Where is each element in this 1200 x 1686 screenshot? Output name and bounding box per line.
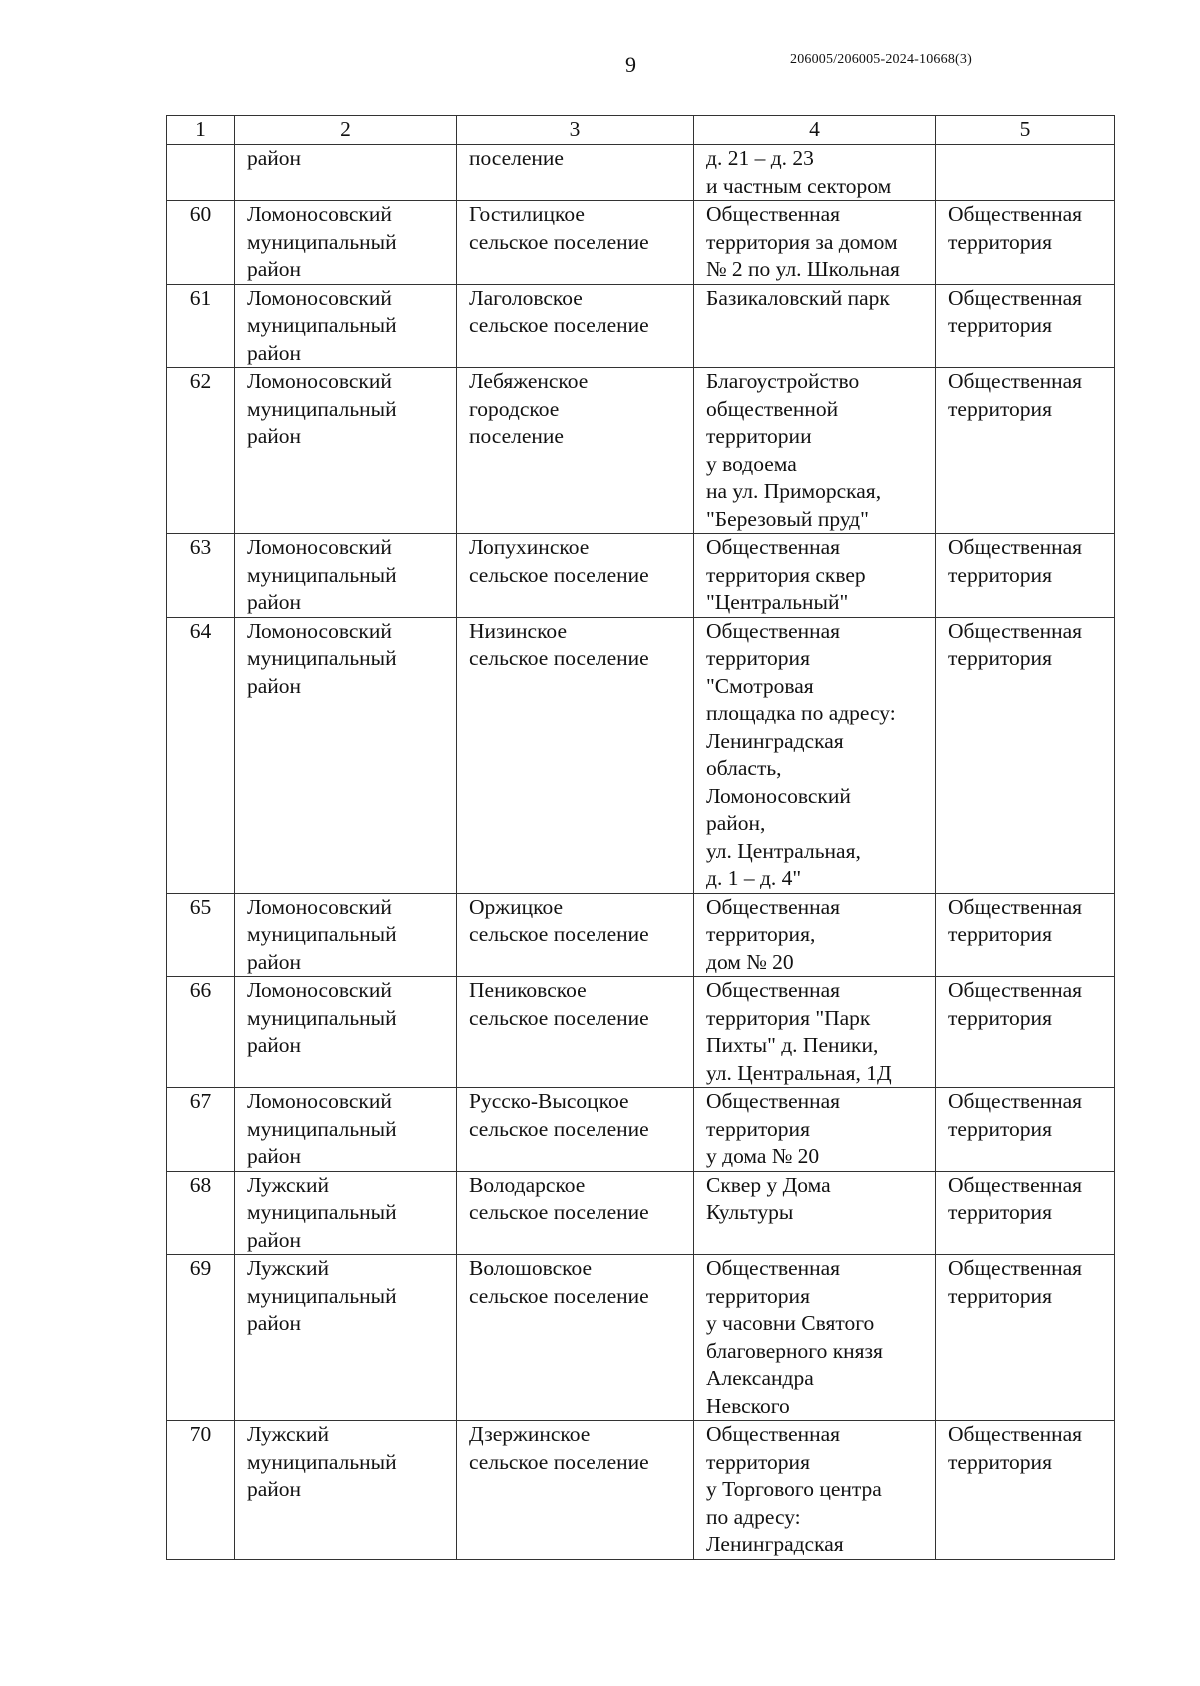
table-row	[167, 145, 1115, 201]
row-number: 64	[167, 617, 235, 893]
object-cell: Общественная территория сквер "Центральный"	[694, 534, 936, 618]
district-cell: Ломоносовский муниципальный район	[235, 368, 457, 534]
settlement-cell: Оржицкое сельское поселение	[457, 893, 694, 977]
district-cell: Лужский муниципальный район	[235, 1421, 457, 1560]
table-row	[167, 534, 1115, 618]
district-cell: Ломоносовский муниципальный район	[235, 201, 457, 285]
row-number: 68	[167, 1171, 235, 1255]
table-row	[167, 977, 1115, 1088]
object-cell: Сквер у Дома Культуры	[694, 1171, 936, 1255]
settlement-cell: Пениковское сельское поселение	[457, 977, 694, 1088]
column-header-1: 1	[167, 116, 235, 145]
district-cell: Ломоносовский муниципальный район	[235, 284, 457, 368]
table-row	[167, 1171, 1115, 1255]
table-row	[167, 201, 1115, 285]
table-row	[167, 284, 1115, 368]
district-cell: Ломоносовский муниципальный район	[235, 977, 457, 1088]
column-header-5: 5	[936, 116, 1115, 145]
row-number	[167, 145, 235, 201]
type-cell: Общественная территория	[936, 1255, 1115, 1421]
column-header-4: 4	[694, 116, 936, 145]
object-cell: Общественная территория, дом № 20	[694, 893, 936, 977]
district-cell: Ломоносовский муниципальный район	[235, 893, 457, 977]
settlement-cell: Низинское сельское поселение	[457, 617, 694, 893]
object-cell: д. 21 – д. 23 и частным сектором	[694, 145, 936, 201]
type-cell: Общественная территория	[936, 893, 1115, 977]
table-row	[167, 368, 1115, 534]
table-header-row	[167, 116, 1115, 145]
type-cell: Общественная территория	[936, 1088, 1115, 1172]
object-cell: Общественная территория "Парк Пихты" д. Пеники, ул. Центральная, 1Д	[694, 977, 936, 1088]
settlement-cell: Лаголовское сельское поселение	[457, 284, 694, 368]
document-id: 206005/206005-2024-10668(3)	[790, 52, 972, 67]
district-cell: Ломоносовский муниципальный район	[235, 617, 457, 893]
table-row	[167, 1255, 1115, 1421]
row-number: 65	[167, 893, 235, 977]
row-number: 67	[167, 1088, 235, 1172]
district-cell: Ломоносовский муниципальный район	[235, 534, 457, 618]
type-cell: Общественная территория	[936, 534, 1115, 618]
row-number: 69	[167, 1255, 235, 1421]
settlement-cell: Лопухинское сельское поселение	[457, 534, 694, 618]
territories-table	[166, 115, 1115, 1560]
type-cell: Общественная территория	[936, 368, 1115, 534]
row-number: 63	[167, 534, 235, 618]
type-cell: Общественная территория	[936, 617, 1115, 893]
row-number: 60	[167, 201, 235, 285]
object-cell: Общественная территория у часовни Святого благоверного князя Александра Невского	[694, 1255, 936, 1421]
settlement-cell: Гостилицкое сельское поселение	[457, 201, 694, 285]
table-row	[167, 617, 1115, 893]
object-cell: Базикаловский парк	[694, 284, 936, 368]
table-row	[167, 1421, 1115, 1560]
row-number: 61	[167, 284, 235, 368]
table-row	[167, 893, 1115, 977]
type-cell: Общественная территория	[936, 1421, 1115, 1560]
type-cell: Общественная территория	[936, 201, 1115, 285]
type-cell: Общественная территория	[936, 284, 1115, 368]
object-cell: Общественная территория у дома № 20	[694, 1088, 936, 1172]
settlement-cell: поселение	[457, 145, 694, 201]
page-number: 9	[625, 52, 636, 77]
type-cell: Общественная территория	[936, 977, 1115, 1088]
column-header-2: 2	[235, 116, 457, 145]
type-cell	[936, 145, 1115, 201]
district-cell: Лужский муниципальный район	[235, 1255, 457, 1421]
district-cell: район	[235, 145, 457, 201]
settlement-cell: Волошовское сельское поселение	[457, 1255, 694, 1421]
row-number: 66	[167, 977, 235, 1088]
district-cell: Лужский муниципальный район	[235, 1171, 457, 1255]
settlement-cell: Русско-Высоцкое сельское поселение	[457, 1088, 694, 1172]
settlement-cell: Дзержинское сельское поселение	[457, 1421, 694, 1560]
table-row	[167, 1088, 1115, 1172]
object-cell: Благоустройство общественной территории у водоема на ул. Приморская, "Березовый пруд"	[694, 368, 936, 534]
district-cell: Ломоносовский муниципальный район	[235, 1088, 457, 1172]
column-header-3: 3	[457, 116, 694, 145]
settlement-cell: Володарское сельское поселение	[457, 1171, 694, 1255]
object-cell: Общественная территория за домом № 2 по ул. Школьная	[694, 201, 936, 285]
row-number: 70	[167, 1421, 235, 1560]
object-cell: Общественная территория у Торгового центра по адресу: Ленинградская	[694, 1421, 936, 1560]
settlement-cell: Лебяженское городское поселение	[457, 368, 694, 534]
type-cell: Общественная территория	[936, 1171, 1115, 1255]
row-number: 62	[167, 368, 235, 534]
object-cell: Общественная территория "Смотровая площадка по адресу: Ленинградская область, Ломоносовский район, ул. Центральная, д. 1 – д. 4"	[694, 617, 936, 893]
